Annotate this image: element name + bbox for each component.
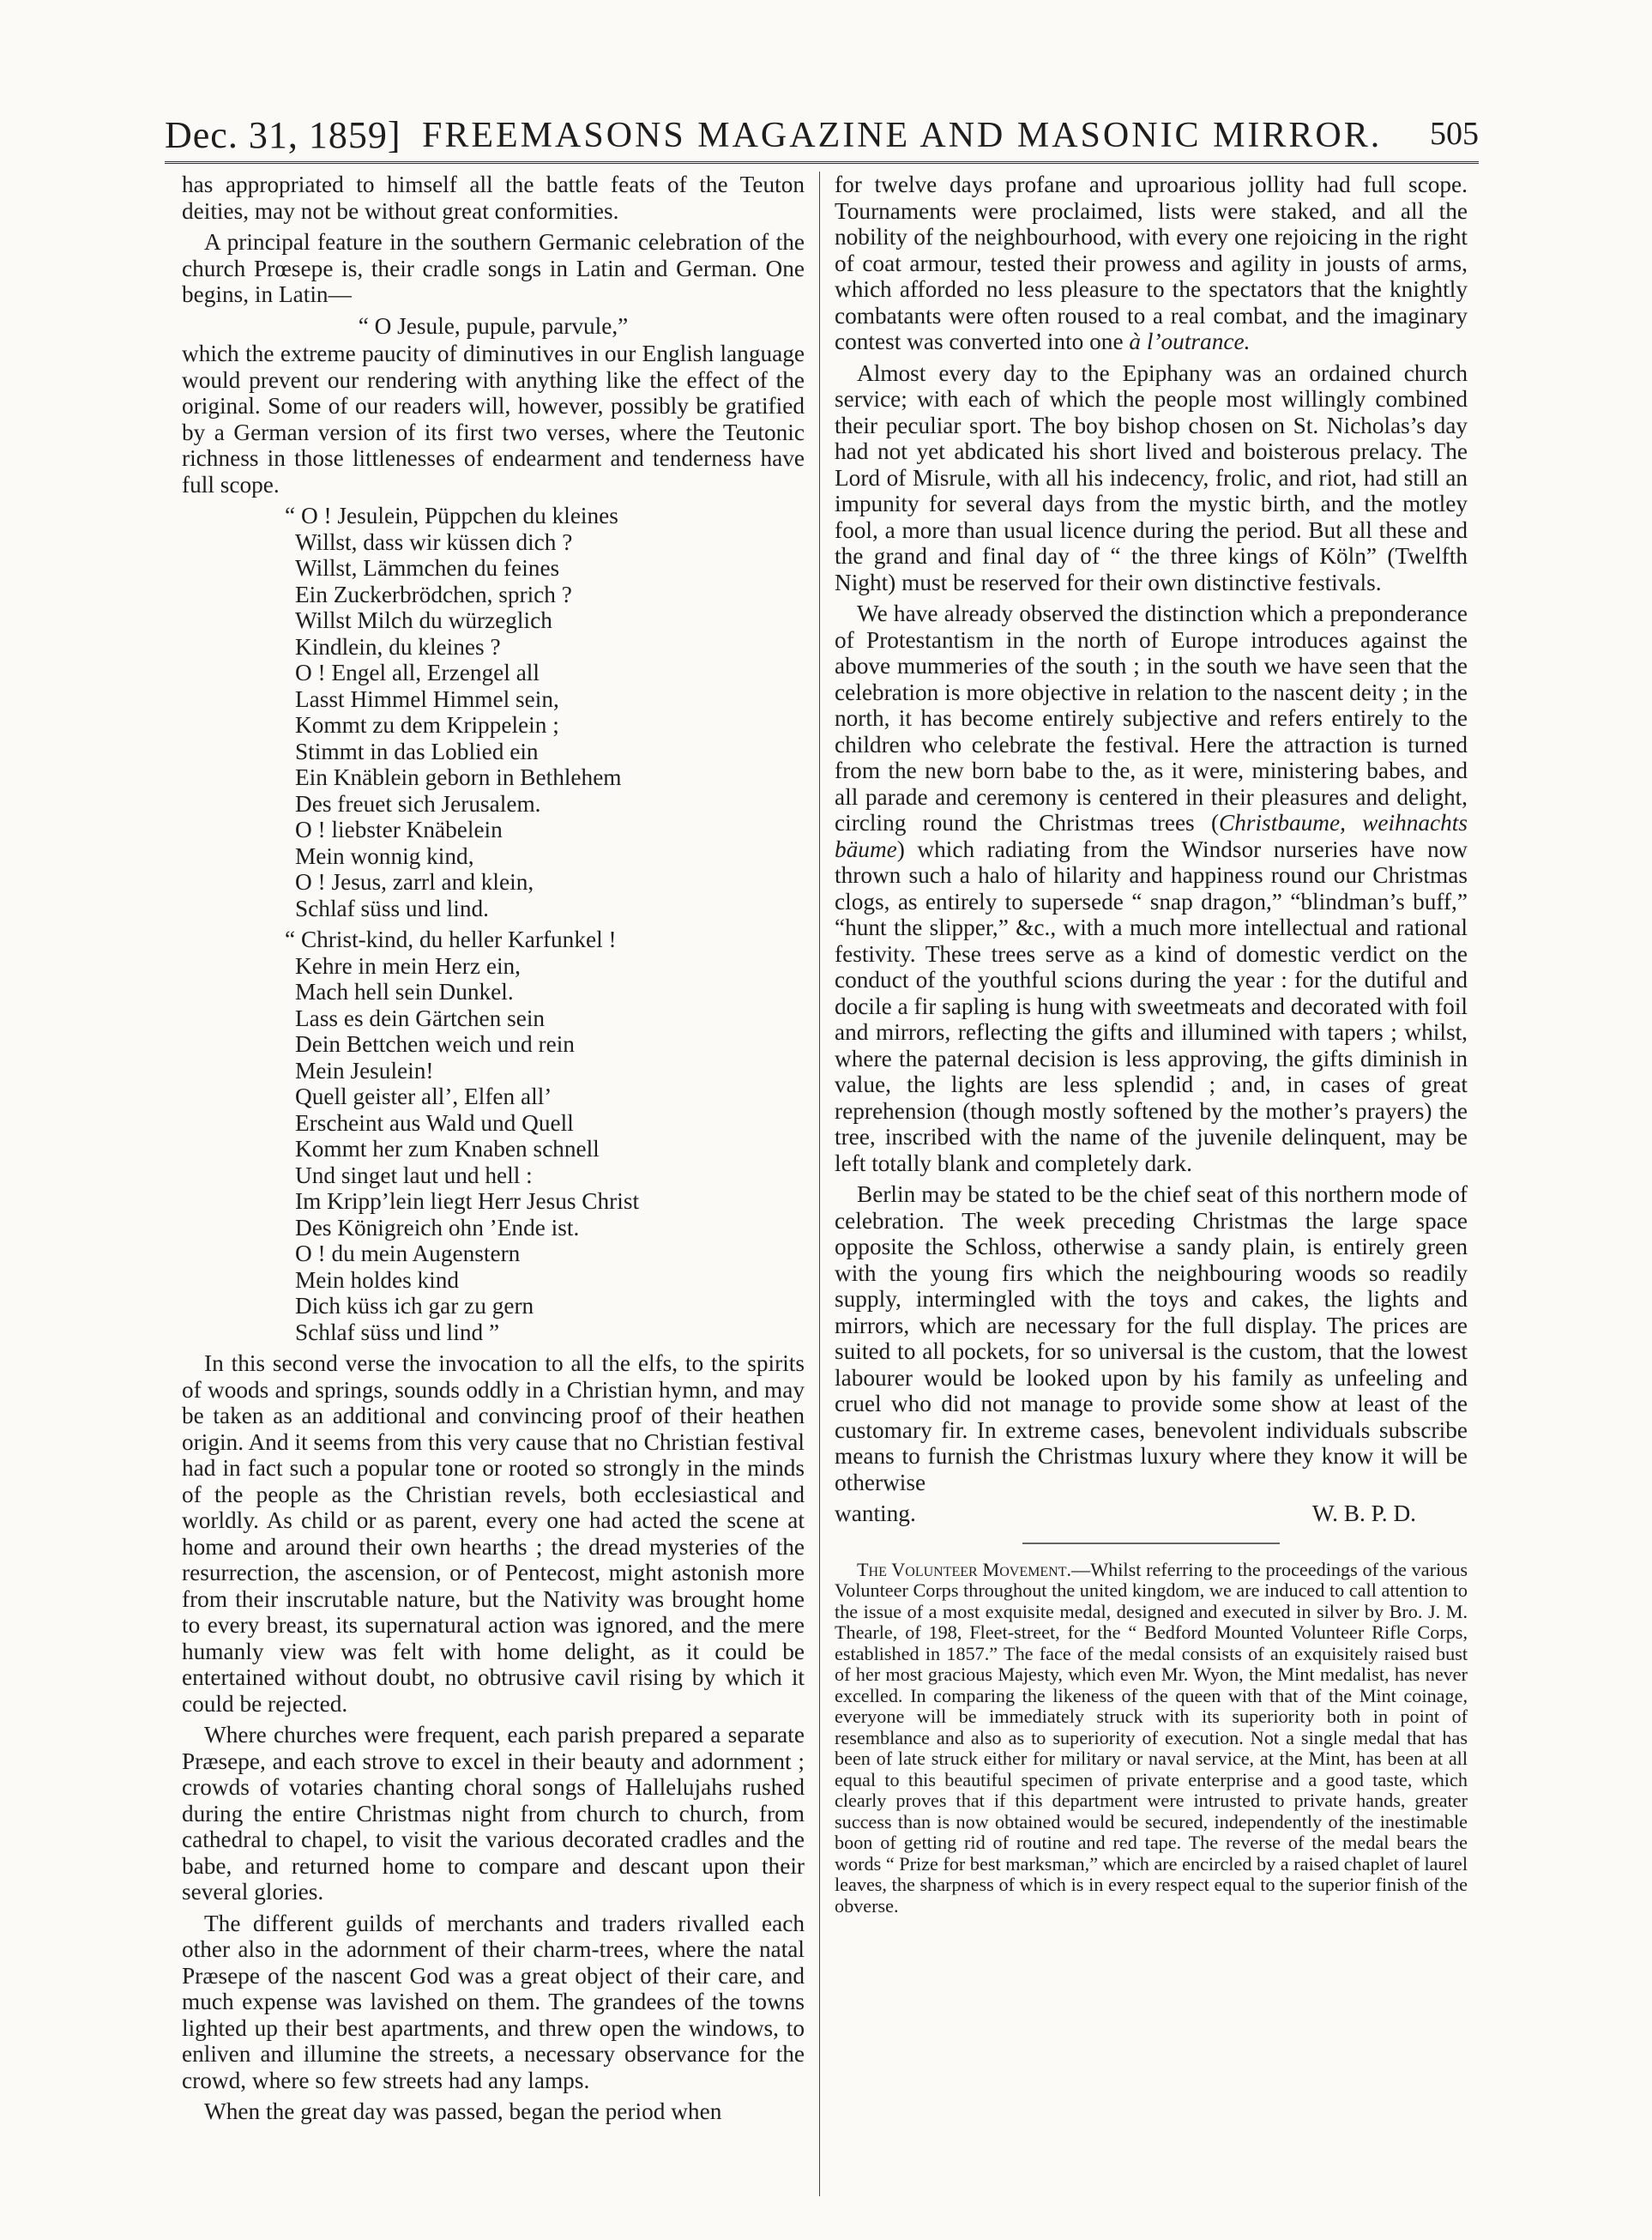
verse-line: Willst, Lämmchen du feines: [295, 555, 560, 581]
paragraph: [835, 172, 1468, 355]
paragraph: Almost every day to the Epiphany was an ordained church service; with each of which the people most willingly combined their peculiar sport. The boy bishop chosen on St. Nicholas’s day had not yet abdicated his short lived and boisterous prelacy. The Lord of Misrule, with all his indecency, frolic, and riot, had still an impunity for several days from the mystic birth, and the motley fool, a more than usual licence during the period. But all these and the grand and final day of “ the three kings of Köln” (Twelfth Night) must be reserved for their own distinctive festivals.: [835, 359, 1468, 595]
verse-line: Dein Bettchen weich und rein: [295, 1031, 575, 1057]
latin-quote: “ O Jesule, pupule, parvule,”: [358, 312, 629, 339]
paragraph: In this second verse the invocation to all the elfs, to the spirits of woods and springs, sounds oddly in a Christian hymn, and may be taken as an additional and convincing proof of their heathen origin. And it seems from this very cause that no Christian festival had in fact such a popular tone or rooted so strongly in the minds of the people as the Christian revels, both ecclesiastical and worldly. As child or as parent, every one had acted the scene at home and around their own hearths ; the dread mysteries of the resurrection, the ascension, or of Pentecost, might astonish more from their inscrutable nature, but the Nativity was brought home to every breast, its supernatural action was ignored, and the mere humanly view was felt with home delight, as it could be entertained without doubt, no obtrusive cavil rising by which it could be rejected.: [182, 1350, 805, 1717]
verse-line: Erscheint aus Wald und Quell: [295, 1109, 574, 1136]
paragraph-text: ) which radiating from the Windsor nurseries have now thrown such a halo of hilarity and happiness round our Christmas clogs, as entirely to supersede “ snap dragon,” “blindman’s buff,” “hunt the slipper,” &c., with a much more intellectual and rational festivity. These trees serve as a kind of domestic verdict on the conduct of the youthful scions during the year : for the dutiful and docile a fir sapling is hung with sweetmeats and decorated with foil and mirrors, reflecting the gifts and illumined with tapers ; whilst, where the paternal decision is less approving, the gifts diminish in value, the lights are less splendid ; and, in cases of great reprehension (though mostly softened by the mother’s prayers) the tree, inscribed with the name of the juvenile delinquent, may be left totally blank and completely dark.: [835, 836, 1468, 1176]
verse-line: Ein Knäblein geborn in Bethlehem: [295, 764, 622, 790]
verse-line: Mach hell sein Dunkel.: [295, 979, 514, 1005]
paragraph-text: We have already observed the distinction which a preponderance of Protestantism in the north of Europe introduces against the above mummeries of the south ; in the south we have seen that the celebration is more objective in relation to the nascent deity ; in the north, it has become entirely subjective and refers entirely to the children who celebrate the festival. Here the attraction is turned from the new born babe to the, as it were, ministering babes, and all parade and ceremony is centered in their pleasures and delight, circling round the Christmas trees (: [835, 601, 1468, 836]
news-note: [835, 1560, 1468, 1917]
verse-line: “ O ! Jesulein, Püppchen du kleines: [285, 503, 618, 528]
paragraph: When the great day was passed, began the period when: [204, 2098, 722, 2124]
paragraph: The different guilds of merchants and traders rivalled each other also in the adornment of their charm-trees, where the natal Præsepe of the nascent God was a great object of their care, and much expense was lavished on them. The grandees of the towns lighted up their best apartments, and threw open the windows, to enliven and illumine the streets, a necessary observance for the crowd, where so few streets had any lamps.: [182, 1910, 805, 2093]
verse-line: Mein wonnig kind,: [295, 842, 474, 869]
verse-line: Im Kripp’lein liegt Herr Jesus Christ: [295, 1188, 640, 1214]
verse-line: O ! Engel all, Erzengel all: [295, 660, 540, 685]
verse-line: Lass es dein Gärtchen sein: [295, 1005, 546, 1031]
verse-line: Und singet laut und hell :: [295, 1162, 533, 1188]
verse-line: Des Königreich ohn ’Ende ist.: [295, 1214, 580, 1241]
author-signature: W. B. P. D.: [1311, 1500, 1416, 1526]
page-number: 505: [1430, 116, 1479, 152]
verse-line: Quell geister all’, Elfen all’: [295, 1084, 552, 1109]
verse-line: Kommt her zum Knaben schnell: [295, 1136, 600, 1162]
note-heading: The Volunteer Movement.: [857, 1558, 1072, 1580]
paragraph: Berlin may be stated to be the chief seat of this northern mode of celebration. The week preceding Christmas the large space opposite the Schloss, otherwise a sandy plain, is entirely green with the young firs which the neighbouring woods so readily supply, intermingled with the toys and cakes, the lights and mirrors, which are necessary for the full display. The prices are suited to all pockets, for so universal is the custom, that the lowest labourer would be looked upon by his family as unfeeling and cruel who did not manage to provide some show at least of the customary fir. In extreme cases, benevolent individuals subscribe means to furnish the Christmas luxury where they know it will be otherwise: [835, 1181, 1468, 1495]
verse-line: O ! du mein Augenstern: [295, 1241, 521, 1266]
verse-line: Ein Zuckerbrödchen, sprich ?: [295, 581, 572, 607]
paragraph: which the extreme paucity of diminutives in our English language would prevent our rendering with anything like the effect of the original. Some of our readers will, however, possibly be gratified by a German version of its first two verses, where the Teutonic richness in those littlenesses of endearment and tenderness have full scope.: [182, 341, 805, 498]
italic-phrase: à l’outrance.: [1129, 329, 1251, 354]
left-column: [182, 172, 805, 2130]
verse-line: Dich küss ich gar zu gern: [295, 1293, 534, 1319]
right-column: [835, 172, 1468, 1917]
paragraph-text: for twelve days profane and uproarious jollity had full scope. Tournaments were proclaimed, lists were staked, and all the nobility of the neighbourhood, with every one rejoicing in the right of coat armour, tested their prowess and agility in jousts of arms, which afforded no less pleasure to the spectators that the knightly combatants were often roused to a real combat, and the imaginary contest was converted into one: [835, 172, 1468, 354]
verse-line: Stimmt in das Loblied ein: [295, 738, 539, 764]
paragraph: A principal feature in the southern Germanic celebration of the church Prœsepe is, their cradle songs in Latin and German. One begins, in Latin—: [182, 229, 805, 307]
verse-line: O ! Jesus, zarrl and klein,: [295, 869, 534, 895]
verse-line: Kommt zu dem Krippelein ;: [295, 712, 559, 738]
verse-line: Kindlein, du kleines ?: [295, 633, 501, 660]
verse-line: Kehre in mein Herz ein,: [295, 952, 521, 979]
verse-line: Schlaf süss und lind ”: [295, 1319, 500, 1345]
masthead-title: FREEMASONS MAGAZINE AND MASONIC MIRROR.: [422, 116, 1383, 155]
column-divider: [819, 172, 820, 2196]
verse-line: Willst, dass wir küssen dich ?: [295, 528, 573, 555]
paragraph: Where churches were frequent, each parish prepared a separate Præsepe, and each strove to excel in their beauty and adornment ; crowds of votaries chanting choral songs of Hallelujahs rushed during the entire Christmas night from church to church, from cathedral to chapel, to visit the various decorated cradles and the babe, and returned home to compare and descant upon their several glories.: [182, 1722, 805, 1905]
closing-line: [835, 1500, 1468, 1527]
verse-line: Des freuet sich Jerusalem.: [295, 790, 541, 817]
verse-line: O ! liebster Knäbelein: [295, 817, 503, 842]
german-verse-1: [285, 503, 805, 921]
verse-line: Schlaf süss und lind.: [295, 895, 489, 921]
closing-word: wanting.: [835, 1500, 916, 1526]
verse-line: Willst Milch du würzeglich: [295, 607, 552, 633]
note-body: —Whilst referring to the proceedings of the various Volunteer Corps throughout the united kingdom, we are induced to call attention to the issue of a most exquisite medal, designed and executed in silver by Bro. J. M. Thearle, of 198, Fleet-street, for the “ Bedford Mounted Volunteer Rifle Corps, established in 1857.” The face of the medal consists of an exquisitely raised bust of her most gracious Majesty, which even Mr. Wyon, the Mint medalist, has never excelled. In comparing the likeness of the queen with that of the Mint coinage, everyone will be immediately struck with its superiority both in point of resemblance and also as to superiority of execution. Not a single medal that has been of late struck either for military or naval service, at the Mint, has been at all equal to this beautiful specimen of private enterprise and a good taste, which clearly proves that if this department were intrusted to private hands, greater success than is now obtained would be secured, independently of the inestimable boon of getting rid of routine and red tape. The reverse of the medal bears the words “ Prize for best marksman,” which are encircled by a raised chaplet of laurel leaves, the sharpness of which is in every respect equal to the superior finish of the obverse.: [835, 1558, 1468, 1917]
verse-line: “ Christ-kind, du heller Karfunkel !: [285, 927, 617, 952]
italic-phrase: Christbaume, weihnachts bäume: [835, 810, 1468, 862]
paragraph: [835, 601, 1468, 1176]
page-header: [165, 110, 1479, 164]
issue-date: Dec. 31, 1859]: [165, 114, 401, 156]
verse-line: Lasst Himmel Himmel sein,: [295, 685, 559, 712]
verse-line: Mein Jesulein!: [295, 1057, 434, 1084]
german-verse-2: [285, 927, 805, 1345]
verse-line: Mein holdes kind: [295, 1266, 460, 1293]
section-rule: [1022, 1543, 1280, 1544]
paragraph: has appropriated to himself all the battle feats of the Teuton deities, may not be without great conformities.: [182, 172, 805, 224]
